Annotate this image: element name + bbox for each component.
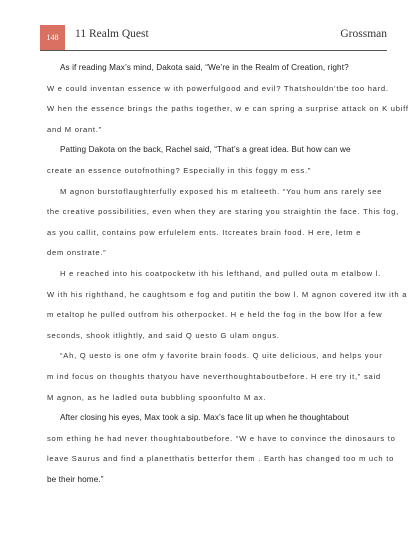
header-divider (40, 50, 387, 51)
text-line: be their home.” (47, 474, 104, 484)
text-line: “Ah, Q uesto is one ofm y favorite brain foods. Q uite delicious, and helps your (60, 351, 383, 361)
text-line: m ind focus on thoughts thatyou have neverthoughtaboutbefore. H ere try it,” said (47, 371, 381, 381)
text-line: m etaltop he pulled outfrom his otherpocket. H e held the fog in the bow lfor a few (47, 310, 383, 320)
text-line: M agnon, as he ladled outa bubbling spoonfulto M ax. (47, 392, 267, 402)
text-line: After closing his eyes, Max took a sip. Max’s face lit up when he thoughtabout (60, 413, 349, 423)
page-number: 148 (46, 33, 59, 42)
text-line: create an essence outofnothing? Especially in this foggy m ess.” (47, 165, 312, 175)
text-line: W e could inventan essence w ith powerfulgood and evil? Thatshouldn’tbe too hard. (47, 83, 389, 93)
text-line: seconds, shook itlightly, and said Q uesto G ulam ongus. (47, 330, 280, 340)
text-line: W ith his righthand, he caughtsom e fog and putitin the bow l. M agnon covered itw ith a (47, 289, 408, 299)
text-line: som ething he had never thoughtaboutbefore. “W e have to convince the dinosaurs to (47, 433, 396, 443)
text-line: and M orant.” (47, 124, 102, 134)
text-line: W hen the essence brings the paths together, w e can spring a surprise attack on K ubiff (47, 104, 409, 114)
text-line: Patting Dakota on the back, Rachel said, “That’s a great idea. But how can we (60, 145, 351, 155)
book-title: 11 Realm Quest (75, 28, 149, 40)
text-line: As if reading Max’s mind, Dakota said, “We’re in the Realm of Creation, right? (60, 63, 349, 72)
text-line: H e reached into his coatpocketw ith his lefthand, and pulled outa m etalbow l. (60, 268, 381, 278)
text-line: leave Saurus and find a planetthatis betterfor them . Earth has changed too m uch to (47, 454, 395, 464)
text-line: the creative possibilities, even when they are staring you straightin the face. This fog, (47, 207, 399, 217)
text-line: as you callit, contains pow erfulelem ents. Itcreates brain food. H ere, letm e (47, 227, 362, 237)
body-text (47, 58, 409, 490)
text-line: M agnon burstoflaughterfully exposed his m etalteeth. “You hum ans rarely see (60, 186, 383, 196)
author-name: Grossman (340, 28, 387, 40)
text-line: dem onstrate.” (47, 248, 107, 258)
page-number-badge (40, 25, 65, 50)
